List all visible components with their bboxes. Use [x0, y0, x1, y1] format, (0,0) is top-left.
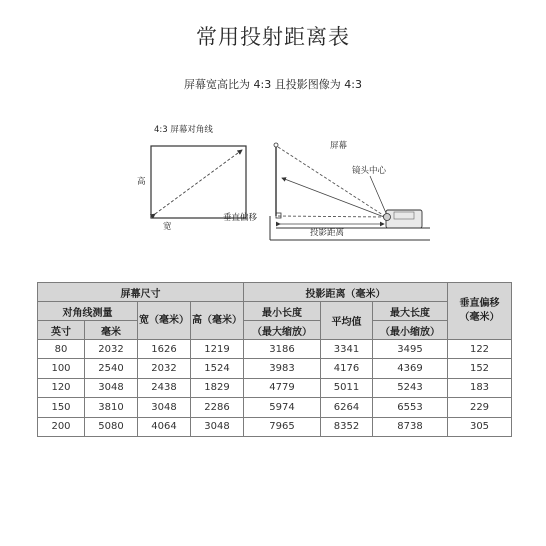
- header-vertical-offset-text: 垂直偏移（毫米）: [459, 298, 500, 323]
- cell-min-length: 3186: [244, 340, 321, 359]
- header-width: [138, 302, 191, 340]
- cell-min-length: 4779: [244, 378, 321, 397]
- diagonal-arrow: [155, 150, 242, 214]
- header-inch: 英寸: [38, 321, 85, 340]
- cell-diag-mm: 3810: [85, 398, 138, 417]
- cell-average: 4176: [321, 359, 373, 378]
- cell-inch: 200: [38, 417, 85, 436]
- cell-width: 3048: [138, 398, 191, 417]
- cell-offset: 122: [448, 340, 512, 359]
- screen-top-marker: [274, 143, 278, 147]
- cell-average: 8352: [321, 417, 373, 436]
- cell-max-length: 3495: [373, 340, 448, 359]
- projector-lens: [384, 214, 391, 221]
- table-row: [38, 340, 512, 359]
- cell-width: 4064: [138, 417, 191, 436]
- diagram-svg: [130, 116, 430, 251]
- header-width-text: 宽（毫米）: [139, 314, 189, 326]
- screen-label: 屏幕: [330, 141, 348, 151]
- cell-offset: 152: [448, 359, 512, 378]
- cell-average: 5011: [321, 378, 373, 397]
- header-min-length: 最小长度: [244, 302, 321, 321]
- header-max-length: 最大长度: [373, 302, 448, 321]
- cell-max-length: 6553: [373, 398, 448, 417]
- cell-inch: 100: [38, 359, 85, 378]
- width-label: 宽: [163, 222, 172, 232]
- header-max-sub: （最小缩放）: [373, 321, 448, 340]
- lens-pointer: [370, 176, 386, 213]
- cell-height: 2286: [191, 398, 244, 417]
- throw-distance-diagram: [130, 116, 430, 251]
- cell-max-length: 8738: [373, 417, 448, 436]
- header-average: 平均值: [321, 302, 373, 340]
- cell-inch: 150: [38, 398, 85, 417]
- height-label: 高: [137, 177, 146, 187]
- cell-min-length: 7965: [244, 417, 321, 436]
- table-row: [38, 359, 512, 378]
- cell-diag-mm: 3048: [85, 378, 138, 397]
- cell-min-length: 3983: [244, 359, 321, 378]
- screen-front-view: [151, 146, 246, 218]
- lens-center-label: 镜头中心: [352, 166, 387, 176]
- page-subtitle: 屏幕宽高比为 4:3 且投影图像为 4:3: [184, 78, 362, 91]
- cell-offset: 305: [448, 417, 512, 436]
- header-height-text: 高（毫米）: [192, 314, 242, 326]
- offset-marker: [276, 213, 281, 218]
- table-row: [38, 398, 512, 417]
- header-vertical-offset: [448, 283, 512, 340]
- header-height: [191, 302, 244, 340]
- cell-offset: 229: [448, 398, 512, 417]
- cell-width: 2438: [138, 378, 191, 397]
- cell-diag-mm: 2540: [85, 359, 138, 378]
- cell-average: 3341: [321, 340, 373, 359]
- cell-max-length: 5243: [373, 378, 448, 397]
- cell-offset: 183: [448, 378, 512, 397]
- cell-diag-mm: 2032: [85, 340, 138, 359]
- diagonal-label: 4:3 屏幕对角线: [154, 125, 213, 135]
- cell-width: 1626: [138, 340, 191, 359]
- cell-inch: 80: [38, 340, 85, 359]
- cell-height: 3048: [191, 417, 244, 436]
- table-row: [38, 378, 512, 397]
- beam-bottom: [278, 216, 386, 217]
- header-mm: 毫米: [85, 321, 138, 340]
- cell-inch: 120: [38, 378, 85, 397]
- page-title: 常用投射距离表: [196, 25, 350, 49]
- cell-height: 1524: [191, 359, 244, 378]
- header-throw-distance: 投影距离（毫米）: [244, 283, 448, 302]
- offset-label: 垂直偏移: [223, 213, 258, 223]
- cell-diag-mm: 5080: [85, 417, 138, 436]
- header-diagonal: 对角线测量: [38, 302, 138, 321]
- cell-height: 1829: [191, 378, 244, 397]
- cell-min-length: 5974: [244, 398, 321, 417]
- table-row: [38, 417, 512, 436]
- cell-average: 6264: [321, 398, 373, 417]
- cell-width: 2032: [138, 359, 191, 378]
- header-min-sub: （最大缩放）: [244, 321, 321, 340]
- beam-center-arrow: [282, 178, 384, 217]
- header-screen-size: 屏幕尺寸: [38, 283, 244, 302]
- cell-max-length: 4369: [373, 359, 448, 378]
- cell-height: 1219: [191, 340, 244, 359]
- beam-top: [278, 147, 386, 217]
- distance-label: 投影距离: [310, 228, 345, 238]
- throw-distance-table: [37, 282, 512, 437]
